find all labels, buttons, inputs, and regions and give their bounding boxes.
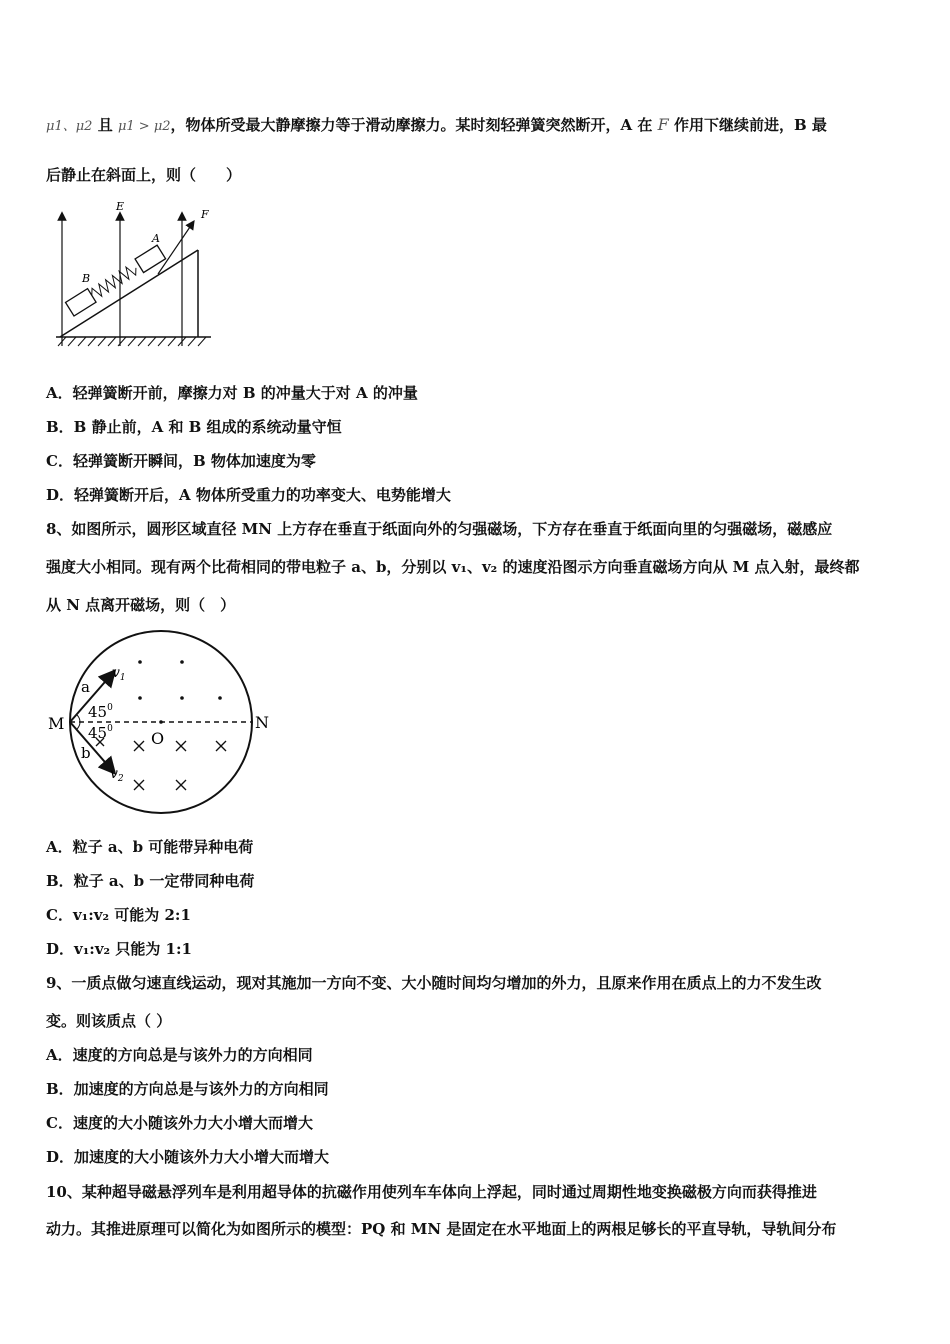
q10-line2: 动力。其推进原理可以简化为如图所示的模型：PQ 和 MN 是固定在水平地面上的两根足够长的平直导轨，导轨间分布 [46,1220,837,1238]
q7-and: 且 [97,116,113,134]
q9-option-a: A．速度的方向总是与该外力的方向相同 [46,1046,313,1064]
q10-line1: 10、某种超导磁悬浮列车是利用超导体的抗磁作用使列车车体向上浮起，同时通过周期性地变换磁极方向而获得推进 [46,1183,817,1201]
spring [89,263,139,301]
label-m: M [48,714,65,733]
q7-line2: 后静止在斜面上，则（ ） [46,166,242,184]
q7-incline-figure [46,196,226,356]
angle-top-label: $45^0$ [88,703,113,721]
q8-line1: 8、如图所示，圆形区域直径 MN 上方存在垂直于纸面向外的匀强磁场，下方存在垂直于纸面向里的匀强磁场，磁感应 [46,520,833,538]
label-a: A [152,232,160,245]
label-b: B [82,272,91,285]
label-a: a [81,678,90,696]
q9-option-b: B．加速度的方向总是与该外力的方向相同 [46,1080,329,1098]
q7-option-a: A．轻弹簧断开前，摩擦力对 B 的冲量大于对 A 的冲量 [46,384,418,402]
q9-option-d: D．加速度的大小随该外力大小增大而增大 [46,1148,330,1166]
label-v2: $v_2$ [110,766,124,784]
block-a [135,245,166,272]
q7-mu-condition: μ1 > μ2 [117,119,171,134]
label-o: O [151,729,165,748]
q7-line1-text: ，物体所受最大静摩擦力等于滑动摩擦力。某时刻轻弹簧突然断开，A 在 [170,116,653,134]
q7-mu-symbols: μ1、μ2 [46,119,93,134]
q7-option-c: C．轻弹簧断开瞬间，B 物体加速度为零 [46,452,316,470]
force-arrow [158,224,192,274]
label-f: F [201,208,209,221]
q8-option-a: A．粒子 a、b 可能带异种电荷 [46,838,254,856]
label-v1: $v_1$ [112,665,126,683]
label-e: E [116,200,125,213]
label-n: N [255,713,269,732]
q7-option-d: D．轻弹簧断开后，A 物体所受重力的功率变大、电势能增大 [46,486,451,504]
q8-option-c: C．v₁:v₂ 可能为 2:1 [46,906,191,924]
angle-bottom-label: $45^0$ [88,724,113,742]
q7-line1 [46,114,906,135]
q7-option-b: B．B 静止前，A 和 B 组成的系统动量守恒 [46,418,342,436]
q8-line2: 强度大小相同。现有两个比荷相同的带电粒子 a、b，分别以 v₁、v₂ 的速度沿图示方向垂直磁场方向从 M 点入射，最终都 [46,558,860,576]
q8-option-d: D．v₁:v₂ 只能为 1:1 [46,940,192,958]
q7-force-symbol: F [657,115,669,134]
q8-option-b: B．粒子 a、b 一定带同种电荷 [46,872,255,890]
label-b: b [81,744,91,762]
q8-line3: 从 N 点离开磁场，则（ ） [46,596,236,614]
q7-line1-text2: 作用下继续前进，B 最 [674,116,827,134]
q9-option-c: C．速度的大小随该外力大小增大而增大 [46,1114,313,1132]
q8-circle-figure [44,626,280,822]
q9-line2: 变。则该质点（ ） [46,1012,172,1030]
q9-line1: 9、一质点做匀速直线运动，现对其施加一方向不变、大小随时间均匀增加的外力，且原来作用在质点上的力不发生改 [46,974,822,992]
